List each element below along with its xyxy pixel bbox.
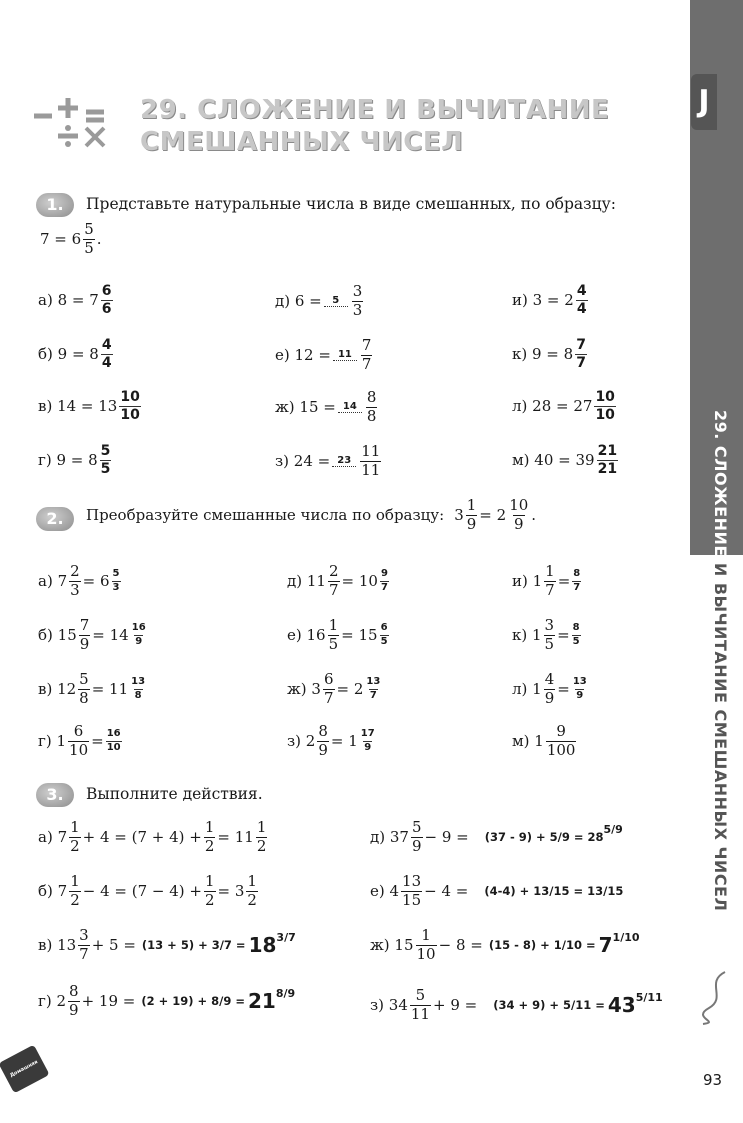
example-fraction: $\frac{5}{5}$ [84,220,94,257]
task-3-zh: ж) 15 $\frac{1}{10}$ − 8 = (15 - 8) + 1/10 = 7 1/10 [370,926,640,963]
task-2-item: а) 7 $\frac{2}{3}$ = 6 $\frac{5}{3}$ [38,562,120,599]
task-1-item: л) 28 = 27 $\frac{10}{10}$ [512,389,615,423]
handwritten-answer: $\frac{9}{7}$ [380,568,388,593]
title-line-2: СМЕШАННЫХ ЧИСЕЛ [140,127,464,157]
page-number: 93 [703,1071,723,1089]
handwritten-answer: 11 [333,349,357,361]
task-2-header [86,498,536,533]
task-2-item: м) 1 $\frac{9}{100}$ [512,722,576,759]
task-1-item: в) 14 = 13 $\frac{10}{10}$ [38,389,140,423]
task-3-g: г) 2 $\frac{8}{9}$ + 19 = (2 + 19) + 8/9 = 21 8/9 [38,982,296,1019]
task-2-ex-end: . [531,506,537,525]
side-title-part2: И ВЫЧИТАНИЕ СМЕШАННЫХ ЧИСЕЛ [711,556,730,912]
homework-stamp: Домашняя работа [0,1045,50,1094]
handwritten-answer: $\frac{16}{10}$ [106,728,121,753]
handwritten-answer: $\frac{8}{7}$ [573,568,581,593]
handwritten-answer: $\frac{4}{4}$ [101,337,112,371]
title-line-1: 29. СЛОЖЕНИЕ И ВЫЧИТАНИЕ [140,95,610,125]
task-1-example [40,222,102,257]
handwritten-answer: $\frac{7}{7}$ [576,337,586,371]
task-3-z: з) 34 $\frac{5}{11}$ + 9 = (34 + 9) + 5/11 = 43 5/11 [370,986,663,1023]
task-3-b: б) 7 $\frac{1}{2}$ − 4 = (7 − 4) + $\frac{1}{2}$ = 3 $\frac{1}{2}$ [38,872,257,909]
handwritten-answer: $\frac{10}{10}$ [595,389,615,423]
handwritten-answer: $\frac{13}{8}$ [131,676,146,701]
handwritten-answer: $\frac{4}{4}$ [576,283,587,317]
task-2-ex-mid: = 2 [479,506,507,525]
handwritten-answer: $\frac{13}{9}$ [572,676,587,701]
task-1-item: а) 8 = 7 $\frac{6}{6}$ [38,283,112,317]
task-1-item: к) 9 = 8 $\frac{7}{7}$ [512,337,586,371]
side-title [690,410,730,940]
example-end: . [96,230,102,249]
task-2-item: з) 2 $\frac{8}{9}$ = 1 $\frac{17}{9}$ [287,722,375,759]
page-title [140,94,610,158]
task-1-text: Представьте натуральные числа в виде смешанных, по образцу: [86,195,616,213]
task-1-item: з) 24 = 23 $\frac{11}{11}$ [275,442,381,479]
handwritten-answer: 5 [324,295,348,307]
task-2-item: е) 16 $\frac{1}{5}$ = 15 $\frac{6}{5}$ [287,616,388,653]
task-1-item: б) 9 = 8 $\frac{4}{4}$ [38,337,112,371]
handwritten-answer: $\frac{8}{5}$ [572,622,580,647]
task-2-ex-frac1: $\frac{1}{9}$ [466,496,477,533]
handwritten-answer: 23 [332,455,356,467]
handwritten-answer: (34 + 9) + 5/11 = [493,998,605,1013]
task-2-item: ж) 3 $\frac{6}{7}$ = 2 $\frac{13}{7}$ [287,670,381,707]
handwritten-answer: $\frac{13}{7}$ [366,676,381,701]
section-tab [691,74,717,130]
task-1-item: д) 6 = 5 $\frac{3}{3}$ [275,282,363,319]
task-2-item: и) 1 $\frac{1}{7}$ = $\frac{8}{7}$ [512,562,581,599]
handwritten-answer: $\frac{10}{10}$ [120,389,140,423]
task-1-item: м) 40 = 39 $\frac{21}{21}$ [512,443,618,477]
task-1-item: и) 3 = 2 $\frac{4}{4}$ [512,283,587,317]
scratch-mark-icon [695,968,733,1026]
task-1-item: ж) 15 = 14 $\frac{8}{8}$ [275,388,377,425]
handwritten-answer: $\frac{5}{3}$ [112,568,120,593]
task-2-ex-whole: 3 [454,506,464,525]
task-2-text: Преобразуйте смешанные числа по образцу: [86,506,445,525]
task-3-badge: 3. [36,783,74,807]
task-3-text: Выполните действия. [86,785,263,803]
handwritten-answer: (37 - 9) + 5/9 = 28 [484,830,604,845]
task-2-item: б) 15 $\frac{7}{9}$ = 14 $\frac{16}{9}$ [38,616,146,653]
example-lhs: 7 = 6 [40,230,82,249]
task-1-item: г) 9 = 8 $\frac{5}{5}$ [38,443,111,477]
handwritten-answer: $\frac{21}{21}$ [597,443,618,477]
task-3-e: е) 4 $\frac{13}{15}$ − 4 = (4-4) + 13/15 = 13/15 [370,872,624,909]
handwritten-answer: $\frac{16}{9}$ [131,622,146,647]
task-2-item: к) 1 $\frac{3}{5}$ = $\frac{8}{5}$ [512,616,580,653]
task-3-a: а) 7 $\frac{1}{2}$ + 4 = (7 + 4) + $\frac{1}{2}$ = 11 $\frac{1}{2}$ [38,818,267,855]
task-3-v: в) 13 $\frac{3}{7}$ + 5 = (13 + 5) + 3/7 = 18 3/7 [38,926,296,963]
task-1-badge: 1. [36,193,74,217]
handwritten-answer: $\frac{6}{5}$ [380,622,388,647]
task-3-d: д) 37 $\frac{5}{9}$ − 9 = (37 - 9) + 5/9 = 28 5/9 [370,818,623,855]
task-2-item: г) 1 $\frac{6}{10}$ = $\frac{16}{10}$ [38,722,121,759]
task-1-item: е) 12 = 11 $\frac{7}{7}$ [275,336,372,373]
handwritten-answer: (4-4) + 13/15 = 13/15 [484,884,624,899]
task-2-item: д) 11 $\frac{2}{7}$ = 10 $\frac{9}{7}$ [287,562,388,599]
handwritten-answer: (13 + 5) + 3/7 = [141,938,246,953]
task-2-item: л) 1 $\frac{4}{9}$ = $\frac{13}{9}$ [512,670,587,707]
handwritten-answer: $\frac{6}{6}$ [101,283,112,317]
handwritten-answer: $\frac{5}{5}$ [100,443,111,477]
side-title-part1: 29. СЛОЖЕНИЕ [711,410,730,557]
task-2-item: в) 12 $\frac{5}{8}$ = 11 $\frac{13}{8}$ [38,670,146,707]
tab-letter: J [698,84,710,119]
task-2-ex-frac2: $\frac{10}{9}$ [509,496,529,533]
task-2-badge: 2. [36,507,74,531]
math-signs-icon [28,88,128,160]
handwritten-answer: (2 + 19) + 8/9 = [141,994,245,1009]
handwritten-answer: (15 - 8) + 1/10 = [488,938,596,953]
handwritten-answer: $\frac{17}{9}$ [360,728,375,753]
handwritten-answer: 14 [338,401,362,413]
